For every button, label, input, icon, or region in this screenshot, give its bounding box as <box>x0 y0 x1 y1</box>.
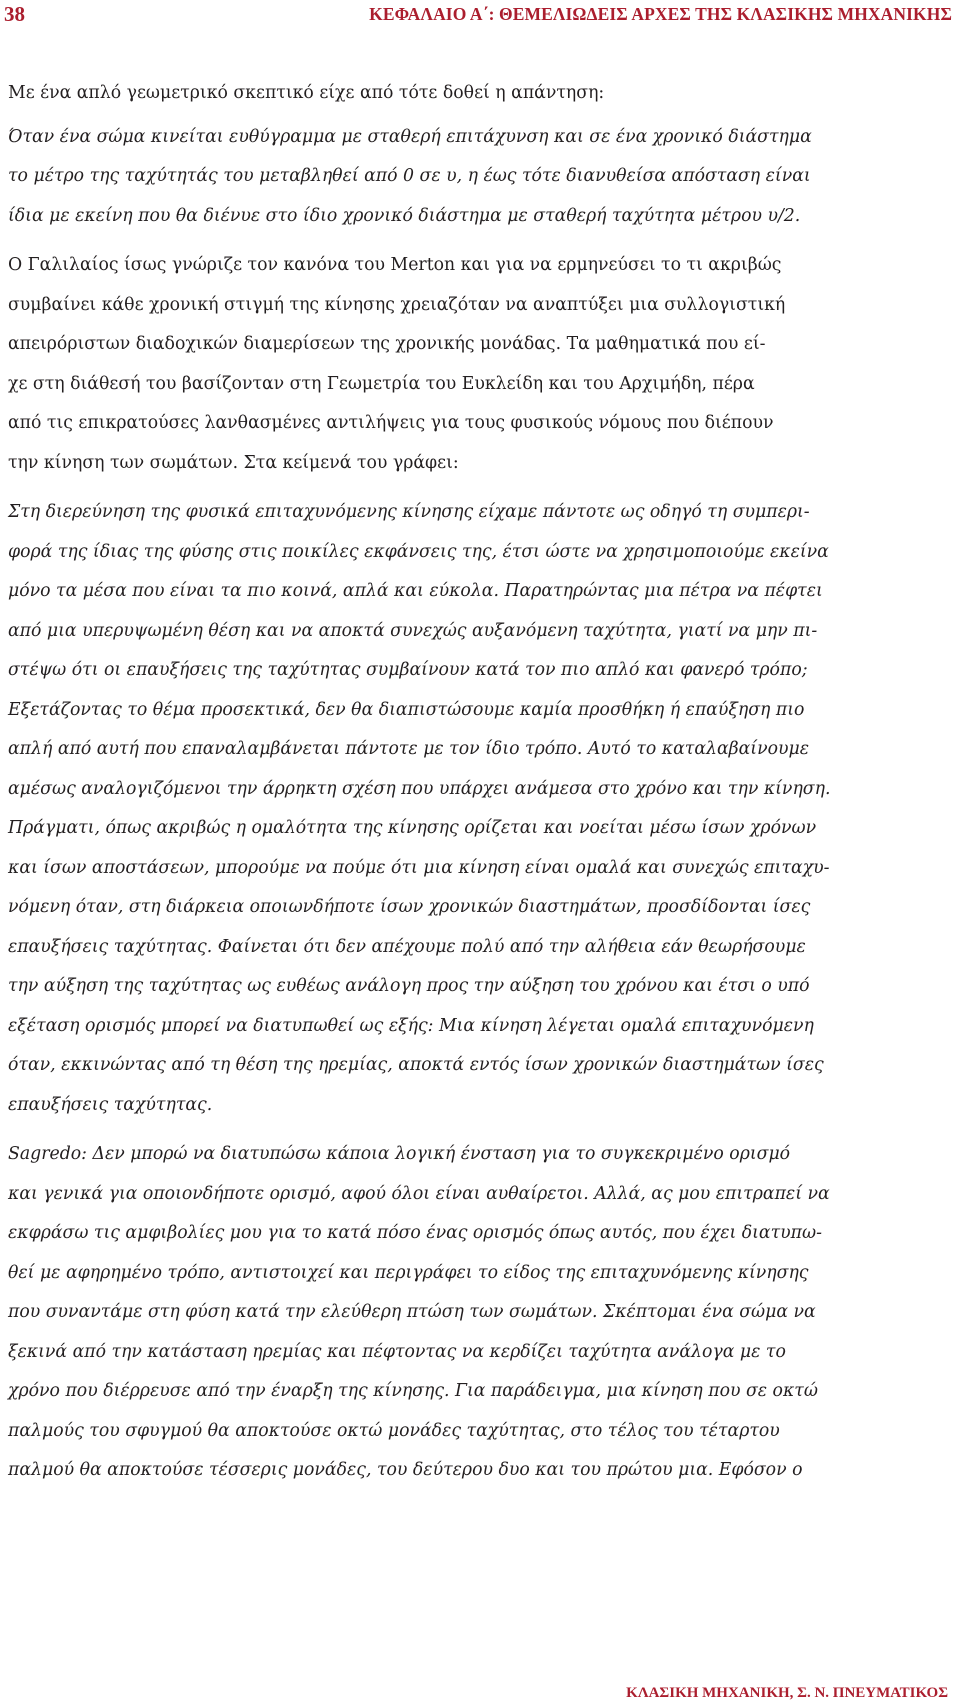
page-number: 38 <box>4 2 25 26</box>
intro-sentence: Με ένα απλό γεωμετρικό σκεπτικό είχε από τότε δοθεί η απάντηση: <box>8 83 605 103</box>
running-title: ΚΕΦΑΛΑΙΟ Α΄: ΘΕΜΕΛΙΩΔΕΙΣ ΑΡΧΕΣ ΤΗΣ ΚΛΑΣΙΚΗΣ ΜΗΧΑΝΙΚΗΣ <box>369 4 952 24</box>
galileo-quote: Στη διερεύνηση της φυσικά επιταχυνόμενης κίνησης είχαμε πάντοτε ως οδηγό τη συμπερι- φορά της ίδιας της φύσης στις ποικίλες εκφάνσεις της, έτσι ώστε να χρησιμοποιούμε εκείνα μόνο τα μέσα που είναι τα πιο κοινά, απλά και εύκολα. Παρατηρώντας μια πέτρα να πέφτει από μια υπερυψωμένη θέση και να αποκτά συνεχώς αυξανόμενη ταχύτητα, γιατί να μην πι- στέψω ότι οι επαυξήσεις της ταχύτητας συμβαίνουν κατά τον πιο απλό και φανερό τρόπο; Εξετάζοντας το θέμα προσεκτικά, δεν θα διαπιστώσουμε καμία προσθήκη ή επαύξηση πιο απλή από αυτή που επαναλαμβάνεται πάντοτε με τον ίδιο τρόπο. Αυτό το καταλαβαίνουμε αμέσως αναλογιζόμενοι την άρρηκτη σχέση που υπάρχει ανάμεσα στο χρόνο και την κίνηση. Πράγματι, όπως ακριβώς η ομαλότητα της κίνησης ορίζεται και νοείται μέσω ίσων χρόνων και ίσων αποστάσεων, μπορούμε να πούμε ότι μια κίνηση είναι ομαλά και συνεχώς επιταχυ- νόμενη όταν, στη διάρκεια οποιωνδήποτε ίσων χρονικών διαστημάτων, προσδίδονται ίσες επαυξήσεις ταχύτητας. Φαίνεται ότι δεν απέχουμε πολύ από την αλήθεια εάν θεωρήσουμε την αύξηση της ταχύτητας ως ευθέως ανάλογη προς την αύξηση του χρόνου και έτσι ο υπό εξέταση ορισμός μπορεί να διατυπωθεί ως εξής: Μια κίνηση λέγεται ομαλά επιταχυνόμενη όταν, εκκινώντας από τη θέση της ηρεμίας, αποκτά εντός ίσων χρονικών διαστημάτων ίσες επαυξήσεις ταχύτητας. <box>8 502 831 1115</box>
page-header <box>0 2 960 32</box>
page-footer: ΚΛΑΣΙΚΗ ΜΗΧΑΝΙΚΗ, Σ. Ν. ΠΝΕΥΜΑΤΙΚΟΣ <box>626 1685 948 1701</box>
sagredo-quote: Sagredo: Δεν μπορώ να διατυπώσω κάποια λογική ένσταση για το συγκεκριμένο ορισμό και γενικά για οποιονδήποτε ορισμό, αφού όλοι είναι αυθαίρετοι. Αλλά, ας μου επιτραπεί να εκφράσω τις αμφιβολίες μου για το κατά πόσο ένας ορισμός όπως αυτός, που έχει διατυπω- θεί με αφηρημένο τρόπο, αντιστοιχεί και περιγράφει το είδος της επιταχυνόμενης κίνησης που συναντάμε στη φύση κατά την ελεύθερη πτώση των σωμάτων. Σκέπτομαι ένα σώμα να ξεκινά από την κατάσταση ηρεμίας και πέφτοντας να κερδίζει ταχύτητα ανάλογα με το χρόνο που διέρρευσε από την έναρξη της κίνησης. Για παράδειγμα, μια κίνηση που σε οκτώ παλμούς του σφυγμού θα αποκτούσε οκτώ μονάδες ταχύτητας, στο τέλος του τέταρτου παλμού θα αποκτούσε τέσσερις μονάδες, του δεύτερου δυο και του πρώτου μια. Εφόσον ο <box>8 1144 830 1480</box>
page-body <box>8 74 952 1491</box>
merton-rule-statement: Όταν ένα σώμα κινείται ευθύγραμμα με σταθερή επιτάχυνση και σε ένα χρονικό διάστημα το μέτρο της ταχύτητάς του μεταβληθεί από 0 σε υ, η έως τότε διανυθείσα απόσταση είναι ίδια με εκείνη που θα διένυε στο ίδιο χρονικό διάστημα με σταθερή ταχύτητα μέτρου υ/2. <box>8 126 812 226</box>
galileo-paragraph: Ο Γαλιλαίος ίσως γνώριζε τον κανόνα του Merton και για να ερμηνεύσει το τι ακριβώς συμβαίνει κάθε χρονική στιγμή της κίνησης χρειαζόταν να αναπτύξει μια συλλογιστική απειρόριστων διαδοχικών διαμερίσεων της χρονικής μονάδας. Τα μαθηματικά που εί- χε στη διάθεσή του βασίζονταν στη Γεωμετρία του Ευκλείδη και του Αρχιμήδη, πέρα από τις επικρατούσες λανθασμένες αντιλήψεις για τους φυσικούς νόμους που διέπουν την κίνηση των σωμάτων. Στα κείμενά του γράφει: <box>8 255 786 473</box>
